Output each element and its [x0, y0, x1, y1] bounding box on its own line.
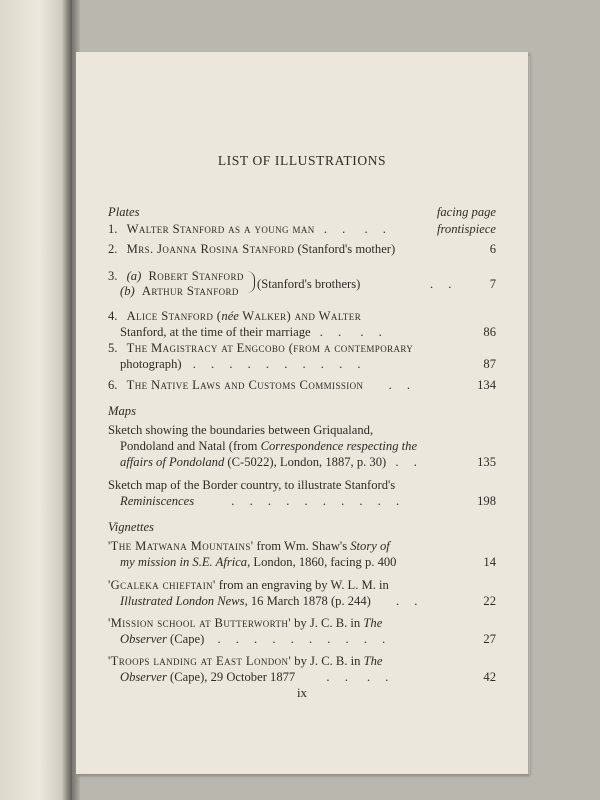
list-item: 'Mission school at Butterworth' by J. C. B. in The	[108, 616, 383, 630]
list-item-cont: my mission in S.E. Africa, London, 1860, facing p. 400	[120, 555, 397, 569]
leader-dots: . .	[364, 222, 392, 236]
page-number: 22	[483, 594, 496, 608]
page-number: 6	[489, 242, 496, 256]
list-item-cont: photograph) . . . . . . . . . .	[120, 357, 367, 371]
item-number: 5.	[108, 341, 118, 355]
list-item: 'The Matwana Mountains' from Wm. Shaw's Story of	[108, 539, 390, 553]
list-item-cont: Illustrated London News, 16 March 1878 (p. 244) . .	[120, 594, 424, 608]
list-item-cont: affairs of Pondoland (C-5022), London, 1887, p. 30) . .	[120, 455, 423, 469]
list-item-cont: Pondoland and Natal (from Correspondence respecting the	[120, 439, 418, 453]
list-item-cont: Observer (Cape) . . . . . . . . . .	[120, 632, 392, 646]
list-item: Sketch showing the boundaries between Griqualand,	[108, 423, 374, 437]
maps-heading: Maps	[108, 404, 136, 418]
facing-page-heading: facing page	[436, 205, 496, 219]
list-item: 4. Alice Stanford (née Walker) and Walter	[108, 309, 362, 323]
list-item: 5. The Magistracy at Engcobo (from a contemporary	[108, 341, 414, 355]
page-number: 135	[477, 455, 496, 469]
page-number: 86	[483, 325, 496, 339]
item-text: Mrs. Joanna Rosina Stanford	[126, 242, 295, 256]
list-item-cont: Reminiscences . . . . . . . . . .	[120, 494, 406, 508]
item-number: 3.	[108, 269, 118, 283]
list-item: 'Troops landing at East London' by J. C. B. in The	[108, 654, 383, 668]
vignettes-heading: Vignettes	[108, 520, 154, 534]
sub-label: (b)	[120, 284, 135, 298]
item-text: Robert Stanford	[148, 269, 244, 283]
page-number: 7	[489, 277, 496, 291]
item-number: 4.	[108, 309, 118, 323]
book-page	[76, 52, 528, 774]
page-number: frontispiece	[437, 222, 496, 236]
brace-symbol	[246, 271, 255, 293]
page-number: 134	[477, 378, 496, 392]
item-text: Walter Stanford as a young man	[126, 222, 315, 236]
page-title: LIST OF ILLUSTRATIONS	[217, 153, 387, 168]
list-item: 'Gcaleka chieftain' from an engraving by W. L. M. in	[108, 578, 389, 592]
item-text: Arthur Stanford	[141, 284, 239, 298]
item-note: (Stanford's brothers)	[257, 277, 361, 291]
leader-dots: . .	[323, 222, 352, 236]
list-item: Sketch map of the Border country, to illustrate Stanford's	[108, 478, 396, 492]
item-number: 2.	[108, 242, 118, 256]
item-note: (Stanford's mother)	[294, 242, 396, 256]
list-item	[108, 241, 395, 257]
list-item-sub	[120, 283, 239, 299]
list-item-cont: Observer (Cape), 29 October 1877 . . . .	[120, 670, 395, 684]
plates-heading: Plates	[108, 205, 140, 219]
sub-label: (a)	[126, 269, 142, 283]
leader-dots: . .	[430, 277, 458, 291]
page-number: 42	[483, 670, 496, 684]
contents-column	[108, 52, 496, 774]
list-item: 6. The Native Laws and Customs Commission . .	[108, 378, 417, 392]
list-item	[108, 221, 392, 237]
page-number: 87	[483, 357, 496, 371]
item-number: 6.	[108, 378, 118, 392]
folio-page-number: ix	[296, 685, 308, 700]
page-number: 14	[483, 555, 496, 569]
list-item-cont: Stanford, at the time of their marriage . . . .	[120, 325, 388, 339]
page-number: 198	[477, 494, 496, 508]
item-number: 1.	[108, 222, 118, 236]
list-item	[108, 268, 244, 284]
page-number: 27	[483, 632, 496, 646]
